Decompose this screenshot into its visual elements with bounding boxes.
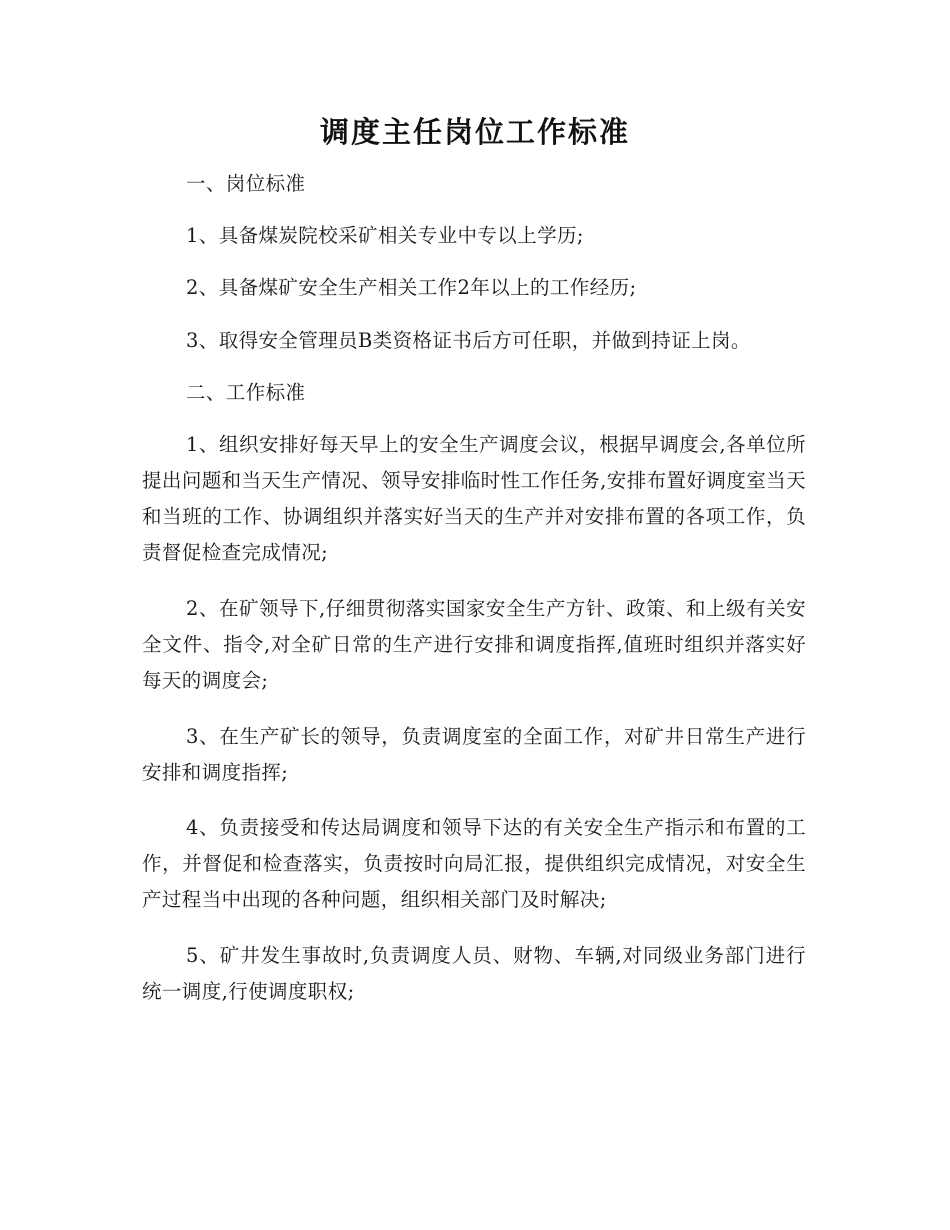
duty-item-3: 3、在生产矿长的领导，负责调度室的全面工作，对矿井日常生产进行安排和调度指挥;	[142, 725, 806, 784]
section-heading-job-standard: 一、岗位标准	[186, 172, 306, 195]
requirement-item-3: 3、取得安全管理员B类资格证书后方可任职，并做到持证上岗。	[186, 329, 751, 352]
requirement-item-2: 2、具备煤矿安全生产相关工作2年以上的工作经历;	[186, 276, 637, 299]
duty-item-4: 4、负责接受和传达局调度和领导下达的有关安全生产指示和布置的工作，并督促和检查落实，负责按时向局汇报，提供组织完成情况，对安全生产过程当中出现的各种问题，组织相关部门及时解决;	[142, 816, 806, 911]
document-title: 调度主任岗位工作标准	[319, 115, 630, 149]
duty-item-2: 2、在矿领导下,仔细贯彻落实国家安全生产方针、政策、和上级有关安全文件、指令,对全矿日常的生产进行安排和调度指挥,值班时组织并落实好每天的调度会;	[142, 597, 806, 692]
section-heading-work-standard: 二、工作标准	[186, 381, 306, 404]
duty-item-1: 1、组织安排好每天早上的安全生产调度会议，根据早调度会,各单位所提出问题和当天生产情况、领导安排临时性工作任务,安排布置好调度室当天和当班的工作、协调组织并落实好当天的生产并对安排布置的各项工作，负责督促检查完成情况;	[142, 433, 806, 564]
requirement-item-1: 1、具备煤炭院校采矿相关专业中专以上学历;	[186, 224, 584, 247]
duty-item-5: 5、矿井发生事故时,负责调度人员、财物、车辆,对同级业务部门进行统一调度,行使调度职权;	[142, 944, 806, 1003]
